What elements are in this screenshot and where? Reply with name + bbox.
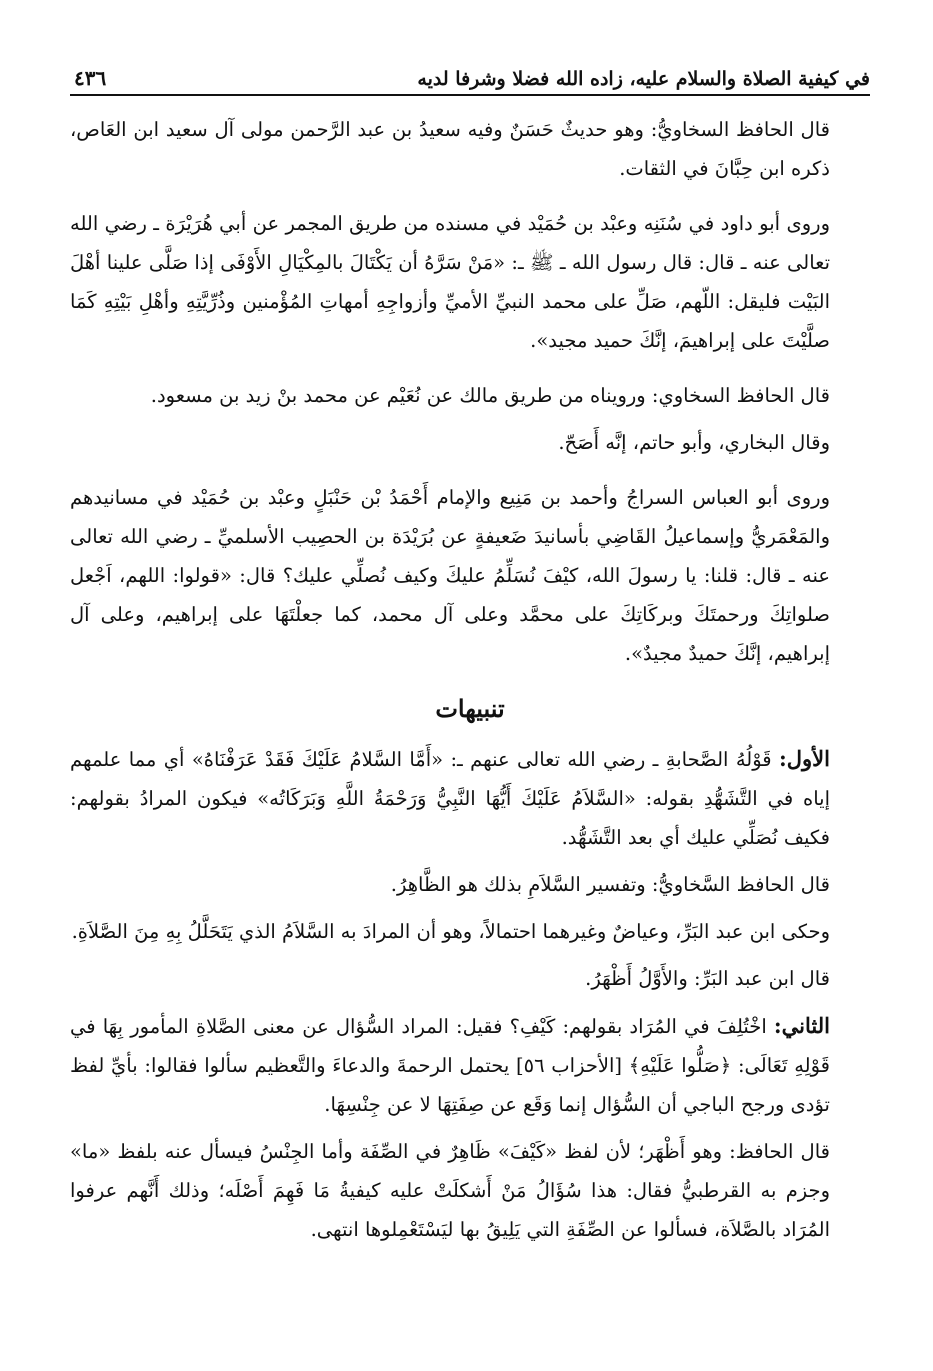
paragraph-awwal-azhar: قال ابن عبد البَرِّ: والأَوَّلُ أَظْهَرُ. [585, 967, 830, 990]
paragraph-sakhawi-malik: قال الحافظ السخاوي: ورويناه من طريق مالك عن نُعَيْم عن محمد بنْ زيد بن مسعود. [150, 384, 830, 407]
book-page [70, 44, 870, 1265]
page-header [70, 44, 870, 96]
page-content [70, 110, 870, 1249]
paragraph-ibn-abd-albarr: وحكى ابن عبد البَرِّ، وعياضٌ وغيرهما احتمالاً، وهو أن المرادَ به السَّلاَمُ الذي يَتَحَلَّلُ بِهِ مِنَ الصَّلاَةِ. [71, 920, 830, 943]
paragraph-first-note [70, 739, 870, 857]
paragraph-bukhari: وقال البخاري، وأبو حاتم، إنَّه أَصَحّ. [558, 431, 830, 454]
running-title: في كيفية الصلاة والسلام عليه، زاده الله فضلا وشرفا لديه [417, 68, 870, 90]
first-note-label: الأول: [779, 746, 830, 771]
paragraph-second-note [70, 1006, 870, 1124]
section-heading: تنبيهات [435, 694, 505, 723]
page-number: ٤٣٦ [74, 66, 107, 90]
second-note-text: اخْتُلِفَ في المُرَاد بقولهم: كَيْفِ؟ فقيل: المراد السُّؤال عن معنى الصَّلاةِ المأمور بِهَا في قَوْلِهِ تَعَالَى: ﴿صَلُّوا عَلَيْهِ﴾ [الأحزاب ٥٦] يحتمل الرحمةَ والدعاءَ والتَّعظيم سألوا فقالوا: بأيِّ لفظ تؤدى ورجح الباجي أن السُّؤال إنما وَقَع عن صِفَتِهَا لا عن جِنْسِهَا. [70, 1015, 830, 1116]
first-note-text: قَوْلُهُ الصَّحابةِ ـ رضي الله تعالى عنهم ـ: «أَمَّا السَّلامُ عَلَيْكَ فَقَدْ عَرَفْنَاهُ» أي مما علمهم إياه في التَّشَهُّدِ بقوله: «السَّلاَمُ عَلَيْكَ أَيُّهَا النَّبِيُّ وَرَحْمَةُ اللَّهِ وَبَرَكَاتُه» فيكون المرادُ بقولهم: فكيف نُصَلِّي عليك أي بعد التَّشَهُّد. [70, 748, 830, 849]
paragraph-sakhawi-hasan: قال الحافظ السخاويُّ: وهو حديثٌ حَسَنٌ وفيه سعيدُ بن عبد الرَّحمن مولى آل سعيد ابن العَاص، ذكره ابن حِبَّانَ في الثقات. [70, 118, 830, 180]
paragraph-abu-abbas: وروى أبو العباس السراجُ وأحمد بن مَنِيع والإمام أَحْمَدُ بْن حَنْبَلٍ وعبْد بن حُمَيْد في مسانيدهم والمَعْمَريُّ وإسماعيلُ القَاضِي بأسانيدَ ضَعيفةٍ عن بُرَيْدَة بن الحصِيب الأسلميِّ ـ رضي الله تعالى عنه ـ قال: قلنا: يا رسولَ الله، كيْفَ نُسَلِّمُ عليكَ وكيف نُصلِّي عليك؟ قال: «قولوا: اللهم، اَجْعل صلواتِكَ ورحمتَكَ وبركَاتِكَ على محمَّد وعلى آل محمد، كما جعلْتَهَا على إبراهيم، وعلى آل إبراهيم، إنَّكَ حميدٌ مجيدٌ». [70, 486, 830, 665]
paragraph-hafiz-azhar: قال الحافظ: وهو أَظْهَر؛ لأن لفظ «كَيْفَ» ظَاهِرٌ في الصِّفَة وأما الجِنْسُ فيسأل عنه بلفظ «ما» وجزم به القرطبيُّ فقال: هذا سُؤَالُ مَنْ أَشكلَتْ عليه كيفيةُ مَا فَهِمَ أَصْلَه؛ وذلك أَنَّهم عرفوا المُرَاد بالصَّلاَة، فسألوا عن الصِّفَةِ التي يَلِيقُ بها ليَسْتَعْمِلوها انتهى. [70, 1140, 830, 1241]
second-note-label: الثاني: [773, 1013, 830, 1038]
paragraph-abu-dawud: وروى أبو داود في سُنَنِه وعبْد بن حُمَيْد في مسنده من طريق المجمر عن أبي هُرَيْرَة ـ رضي الله تعالى عنه ـ قال: قال رسول الله ـ ﷺ ـ: «مَنْ سَرَّهُ أن يَكْتَالَ بالمِكْيَالِ الأَوْفَى إذا صَلَّى علينا أهْلَ البَيْت فليقل: اللّهم، صَلِّ على محمد النبيِّ الأميِّ وأزواجِهِ أمهاتِ المُؤْمنين وذُرِّيَّتِهِ وأهْلِ بَيْتِهِ كَمَا صلَّيْتَ على إبراهيمَ، إنَّكَ حميد مجيد». [70, 212, 830, 352]
paragraph-sakhawi-salam: قال الحافظ السَّخاويُّ: وتفسير السَّلاَمِ بذلك هو الظَّاهِرُ. [390, 873, 830, 896]
